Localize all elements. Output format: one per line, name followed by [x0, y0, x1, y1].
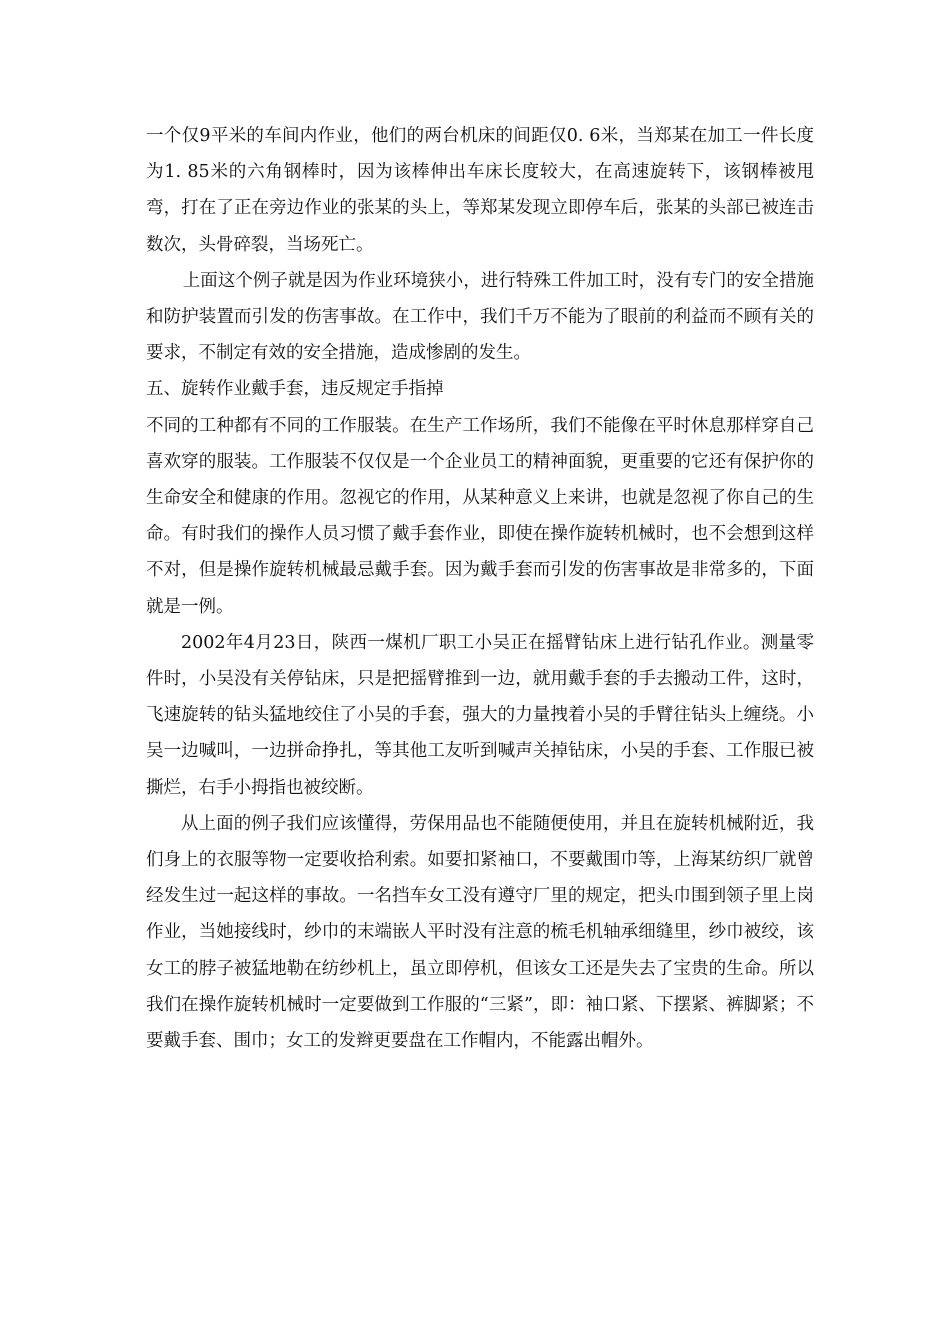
paragraph-analysis: 上面这个例子就是因为作业环境狭小，进行特殊工件加工时，没有专门的安全措施和防护装置而引发的伤害事故。在工作中，我们千万不能为了眼前的利益而不顾有关的要求，不制定有效的安全措施，造成惨剧的发生。 — [146, 270, 814, 364]
paragraph-drill-accident: 2002年4月23日，陕西一煤机厂职工小吴正在摇臂钻床上进行钻孔作业。测量零件时，小吴没有关停钻床，只是把摇臂推到一边，就用戴手套的手去搬动工件，这时，飞速旋转的钻头猛地绞住了小吴的手套，强大的力量拽着小吴的手臂往钻头上缠绕。小吴一边喊叫，一边拼命挣扎，等其他工友听到喊声关掉钻床，小吴的手套、工作服已被撕烂，右手小拇指也被绞断。 — [146, 632, 814, 798]
document-body — [146, 118, 814, 1059]
paragraph-work-clothing: 不同的工种都有不同的工作服装。在生产工作场所，我们不能像在平时休息那样穿自己喜欢穿的服装。工作服装不仅仅是一个企业员工的精神面貌，更重要的它还有保护你的生命安全和健康的作用。忽视它的作用，从某种意义上来讲，也就是忽视了你自己的生命。有时我们的操作人员习惯了戴手套作业，即使在操作旋转机械时，也不会想到这样不对，但是操作旋转机械最忌戴手套。因为戴手套而引发的伤害事故是非常多的，下面就是一例。 — [146, 415, 814, 617]
paragraph-textile-accident: 从上面的例子我们应该懂得，劳保用品也不能随便使用，并且在旋转机械附近，我们身上的衣服等物一定要收拾利索。如要扣紧袖口，不要戴围巾等，上海某纺织厂就曾经发生过一起这样的事故。一名挡车女工没有遵守厂里的规定，把头巾围到领子里上岗作业，当她接线时，纱巾的末端嵌人平时没有注意的梳毛机轴承细缝里，纱巾被绞，该女工的脖子被猛地勒在纺纱机上，虽立即停机，但该女工还是失去了宝贵的生命。所以我们在操作旋转机械时一定要做到工作服的“三紧”，即：袖口紧、下摆紧、裤脚紧；不要戴手套、围巾；女工的发辫更要盘在工作帽内，不能露出帽外。 — [146, 813, 814, 1052]
paragraph-continuation: 一个仅9平米的车间内作业，他们的两台机床的间距仅0. 6米，当郑某在加工一件长度为1. 85米的六角钢棒时，因为该棒伸出车床长度较大，在高速旋转下，该钢棒被甩弯，打在了正在旁边作业的张某的头上，等郑某发现立即停车后，张某的头部已被连击数次，头骨碎裂，当场死亡。 — [146, 126, 814, 255]
section-heading: 五、旋转作业戴手套，违反规定手指掉 — [146, 379, 444, 400]
